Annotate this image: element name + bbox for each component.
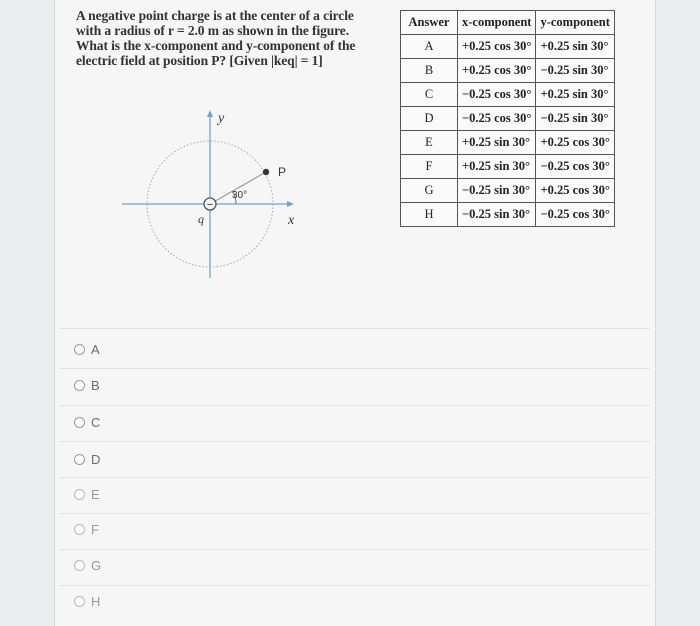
option-label: D xyxy=(91,452,101,467)
header-y: y-component xyxy=(536,11,614,35)
divider xyxy=(60,477,650,478)
answer-table xyxy=(400,10,615,227)
row-y: +0.25 cos 30° xyxy=(536,179,614,203)
row-y: −0.25 cos 30° xyxy=(536,203,614,227)
option-a[interactable] xyxy=(74,342,100,357)
option-d[interactable] xyxy=(74,452,100,467)
option-label: C xyxy=(91,415,101,430)
option-f[interactable] xyxy=(74,522,99,537)
row-x: −0.25 cos 30° xyxy=(458,107,536,131)
row-letter: F xyxy=(401,155,458,179)
table-row xyxy=(401,107,615,131)
question-line: What is the x-component and y-component of the xyxy=(76,38,356,53)
p-label: P xyxy=(278,165,287,179)
question-line: electric field at position P? [Given |keq| = 1] xyxy=(76,53,323,68)
option-label: E xyxy=(91,487,100,502)
option-g[interactable] xyxy=(74,558,101,573)
row-y: −0.25 sin 30° xyxy=(536,107,614,131)
option-label: B xyxy=(91,378,100,393)
row-x: −0.25 cos 30° xyxy=(458,83,536,107)
row-letter: D xyxy=(401,107,458,131)
divider xyxy=(60,441,650,442)
option-label: H xyxy=(91,594,101,609)
row-letter: A xyxy=(401,35,458,59)
row-x: −0.25 sin 30° xyxy=(458,203,536,227)
row-y: +0.25 sin 30° xyxy=(536,35,614,59)
table-row xyxy=(401,179,615,203)
divider xyxy=(60,405,650,406)
row-letter: H xyxy=(401,203,458,227)
row-x: +0.25 cos 30° xyxy=(458,59,536,83)
table-row xyxy=(401,35,615,59)
radio-icon[interactable] xyxy=(74,454,85,465)
row-letter: C xyxy=(401,83,458,107)
q-label: q xyxy=(198,212,204,226)
row-y: −0.25 cos 30° xyxy=(536,155,614,179)
option-h[interactable] xyxy=(74,594,100,609)
angle-label: 30° xyxy=(232,190,248,201)
radio-icon[interactable] xyxy=(74,344,85,355)
option-c[interactable] xyxy=(74,415,100,430)
charge-figure xyxy=(118,108,318,278)
table-row xyxy=(401,83,615,107)
divider xyxy=(60,368,650,369)
x-label: x xyxy=(288,213,295,228)
x-axis-arrow xyxy=(287,201,294,207)
radio-icon[interactable] xyxy=(74,524,85,535)
header-x: x-component xyxy=(458,11,536,35)
y-label: y xyxy=(218,111,225,126)
row-letter: G xyxy=(401,179,458,203)
y-axis-arrow xyxy=(207,110,213,117)
radio-icon[interactable] xyxy=(74,560,85,571)
point-p xyxy=(263,169,269,175)
row-y: −0.25 sin 30° xyxy=(536,59,614,83)
row-x: +0.25 sin 30° xyxy=(458,131,536,155)
row-letter: B xyxy=(401,59,458,83)
divider xyxy=(60,585,650,586)
divider xyxy=(60,328,650,329)
table-row xyxy=(401,203,615,227)
header-answer: Answer xyxy=(401,11,458,35)
radio-icon[interactable] xyxy=(74,489,85,500)
option-b[interactable] xyxy=(74,378,100,393)
option-e[interactable] xyxy=(74,487,100,502)
divider xyxy=(60,549,650,550)
option-label: F xyxy=(91,522,99,537)
option-label: G xyxy=(91,558,102,573)
question-text xyxy=(76,8,368,68)
table-row xyxy=(401,131,615,155)
radio-icon[interactable] xyxy=(74,596,85,607)
radio-icon[interactable] xyxy=(74,417,85,428)
row-x: +0.25 sin 30° xyxy=(458,155,536,179)
divider xyxy=(60,513,650,514)
table-header-row xyxy=(401,11,615,35)
table-row xyxy=(401,59,615,83)
row-letter: E xyxy=(401,131,458,155)
row-y: +0.25 sin 30° xyxy=(536,83,614,107)
option-label: A xyxy=(91,342,100,357)
row-y: +0.25 cos 30° xyxy=(536,131,614,155)
question-line: A negative point charge is at the center of a circle xyxy=(76,8,354,23)
radio-icon[interactable] xyxy=(74,380,85,391)
row-x: −0.25 sin 30° xyxy=(458,179,536,203)
question-line: with a radius of r = 2.0 m as shown in the figure. xyxy=(76,23,349,38)
charge-sign: − xyxy=(206,199,214,211)
table-row xyxy=(401,155,615,179)
row-x: +0.25 cos 30° xyxy=(458,35,536,59)
